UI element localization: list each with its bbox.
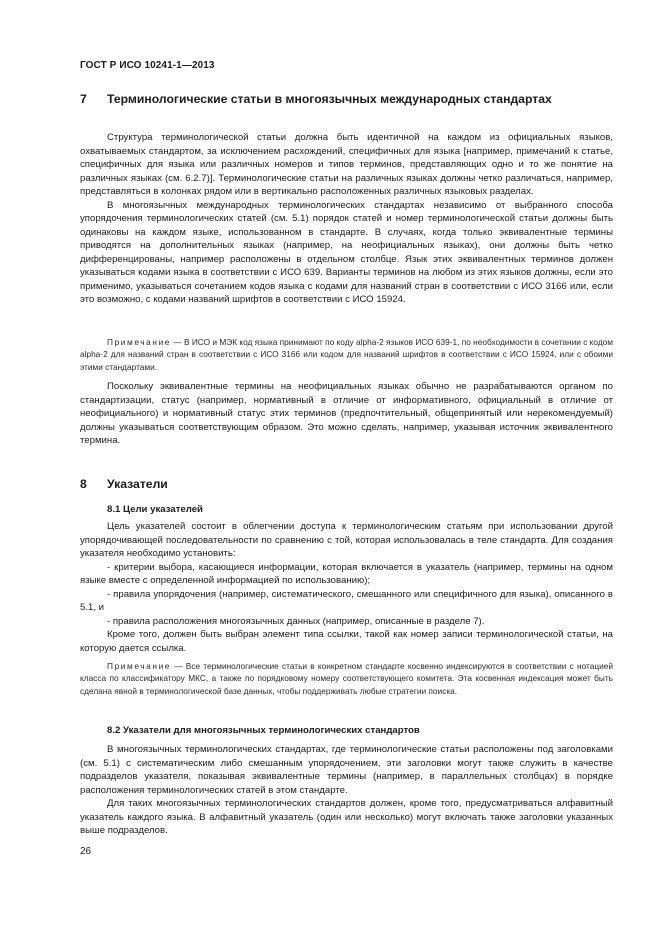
note-paragraph bbox=[80, 336, 613, 373]
subsection-8-1-paragraph-2: Кроме того, должен быть выбран элемент типа ссылки, такой как номер записи терминологической статьи, на которую дается ссылка. bbox=[80, 629, 613, 654]
subsection-8-1-paragraph-1: Цель указателей состоит в облегчении доступа к терминологическим статьям при использовании другой упорядочивающей последовательности по сравнению с той, которая использовалась в теле стандарта. Для создания указателя необходимо установить: bbox=[80, 521, 613, 559]
section-7-heading bbox=[80, 92, 613, 107]
section-8-number: 8 bbox=[80, 477, 87, 491]
running-header: ГОСТ Р ИСО 10241-1—2013 bbox=[80, 60, 215, 71]
note-text: — Все терминологические статьи в конкретном стандарте косвенно индексируются в соответствии с нотацией класса по классификатору МКС, а также по порядковому номеру соответствующего комитета. Эта косвенная индексация может быть сделана явной в терминологической базе данных, чтобы поддерживать любые стратегии поиска. bbox=[80, 661, 613, 696]
section-7-title: Терминологические статьи в многоязычных международных стандартах bbox=[107, 92, 552, 106]
subsection-8-2-body bbox=[80, 743, 613, 838]
subsection-8-1-body bbox=[80, 520, 613, 655]
subsection-8-1-title: 8.1 Цели указателей bbox=[107, 504, 203, 515]
section-7-number: 7 bbox=[80, 92, 87, 106]
section-8-title: Указатели bbox=[107, 477, 168, 491]
section-7-note bbox=[80, 336, 613, 373]
note-paragraph bbox=[80, 660, 613, 697]
section-7-paragraph-3-block bbox=[80, 380, 613, 448]
section-7-title-block bbox=[80, 92, 613, 107]
section-7-body bbox=[80, 131, 613, 307]
note-text: — В ИСО и МЭК код языка принимают по коду alpha-2 языков ИСО 639-1, по необходимости в сочетании с кодом alpha-2 для названий стран в соответствии с ИСО 3166 или кодом для названий шрифтов в соответствии с ИСО 15924, или с обоими этими стандартами. bbox=[80, 337, 613, 372]
section-7-paragraph-1: Структура терминологической статьи должна быть идентичной на каждом из официальных языков, охватываемых стандартом, за исключением расхождений, специфичных для языка [например, примечаний к статье, специфичных для языка или различных номеров и типов терминов, представляющих одно и то же понятие на различных языках (см. 6.2.7)]. Терминологические статьи на различных языках должны четко различаться, например, представляться в колонках рядом или в вертикально расположенных различных языковых разделах. bbox=[80, 132, 613, 197]
note-label: Примечание bbox=[107, 337, 172, 347]
list-item: - правила расположения многоязычных данных (например, описанные в разделе 7). bbox=[107, 615, 485, 627]
subsection-8-2-paragraph-2: Для таких многоязычных терминологических стандартов должен, кроме того, предусматриваться алфавитный указатель каждого языка. В алфавитный указатель (один или несколько) могут включать также заголовки указанных выше подразделов. bbox=[80, 798, 613, 836]
section-7-paragraph-3: Поскольку эквивалентные термины на неофициальных языках обычно не разрабатываются органом по стандартизации, статус (например, нормативный в отличие от информативного, официальный в отличие от неофициального) и нормативный статус этих терминов (предпочтительный, общепринятый или нерекомендуемый) должны указываться соответствующим образом. Это можно сделать, например, указывая источник эквивалентного термина. bbox=[80, 381, 613, 446]
subsection-8-2-title: 8.2 Указатели для многоязычных терминологических стандартов bbox=[107, 725, 420, 736]
note-label: Примечание bbox=[107, 661, 172, 671]
subsection-8-2-heading bbox=[80, 724, 613, 737]
subsection-8-1-heading bbox=[80, 503, 613, 516]
page-number: 26 bbox=[80, 846, 92, 857]
section-8-heading bbox=[80, 477, 613, 492]
section-7-paragraph-2: В многоязычных международных терминологических стандартах независимо от выбранного способа упорядочения терминологических статей (см. 5.1) порядок статей и номер терминологической статьи должны быть одинаковы на каждом языке, использованном в стандарте. В случаях, когда только эквивалентные термины приводятся на дополнительных языках (например, на неофициальных языках), они должны быть четко дифференцированы, например расположены в отдельном столбце. Язык этих эквивалентных терминов должен указываться кодами языка в соответствии с ИСО 639. Варианты терминов на любом из этих языков должны, если это применимо, указываться сочетанием кодов языка с кодами для названий стран в соответствии с ИСО 3166 или, если это возможно, с кодами названий шрифтов в соответствии с ИСО 15924. bbox=[80, 199, 613, 305]
section-8-title-block bbox=[80, 477, 613, 492]
section-8-note bbox=[80, 660, 613, 697]
subsection-8-2-paragraph-1: В многоязычных терминологических стандартах, где терминологические статьи расположены под заголовками (см. 5.1) с систематическим либо смешанным упорядочением, эти заголовки могут также служить в качестве подразделов указателя, показывая эквивалентные термины (например, в параллельных столбцах) в порядке расположения терминологических статей в этом стандарте. bbox=[80, 744, 613, 796]
list-item: - критерии выбора, касающиеся информации, которая включается в указатель (например, термины на одном языке вместе с определенной информацией по использованию); bbox=[80, 561, 613, 586]
list-item: - правила упорядочения (например, систематического, смешанного или специфичного для языка), описанного в 5.1, и bbox=[80, 588, 613, 613]
